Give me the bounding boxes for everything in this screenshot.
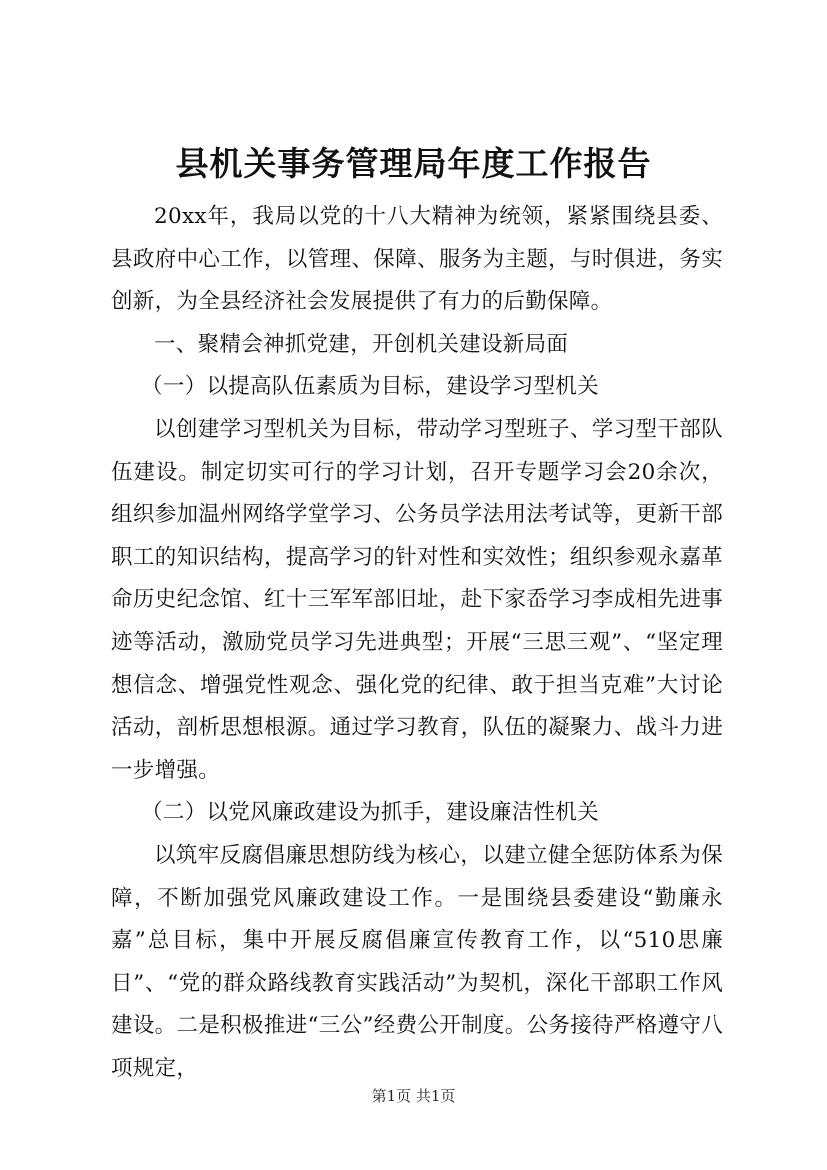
section-heading-1: 一、聚精会神抓党建，开创机关建设新局面 xyxy=(154,331,569,357)
subsection-heading-2: （二）以党风廉政建设为抓手，建设廉洁性机关 xyxy=(141,800,599,826)
body-paragraph-1: 以创建学习型机关为目标，带动学习型班子、学习型干部队伍建设。制定切实可行的学习计划，召开专题学习会20余次，组织参加温州网络学堂学习、公务员学法用法考试等，更新干部职工的知识结构，提高学习的针对性和实效性；组织参观永嘉革命历史纪念馆、红十三军军部旧址，赴下家岙学习李成相先进事迹等活动，激励党员学习先进典型；开展“三思三观”、“坚定理想信念、增强党性观念、强化党的纪律、敢于担当克难”大讨论活动，剖析思想根源。通过学习教育，队伍的凝聚力、战斗力进一步增强。 xyxy=(111,416,723,783)
body-paragraph-2: 以筑牢反腐倡廉思想防线为核心，以建立健全惩防体系为保障，不断加强党风廉政建设工作。一是围绕县委建设“勤廉永嘉”总目标，集中开展反腐倡廉宣传教育工作，以“510思廉日”、“党的群众路线教育实践活动”为契机，深化干部职工作风建设。二是积极推进“三公”经费公开制度。公务接待严格遵守八项规定， xyxy=(111,842,723,1081)
page-number-label: 第1页 共1页 xyxy=(371,1087,456,1105)
document-body xyxy=(111,196,723,1090)
document-title: 县机关事务管理局年度工作报告 xyxy=(175,144,652,183)
page-footer xyxy=(0,1086,827,1106)
subsection-heading-1: （一）以提高队伍素质为目标，建设学习型机关 xyxy=(141,374,599,400)
intro-paragraph: 20xx年，我局以党的十八大精神为统领，紧紧围绕县委、县政府中心工作，以管理、保障、服务为主题，与时俱进，务实创新，为全县经济社会发展提供了有力的后勤保障。 xyxy=(111,204,723,315)
